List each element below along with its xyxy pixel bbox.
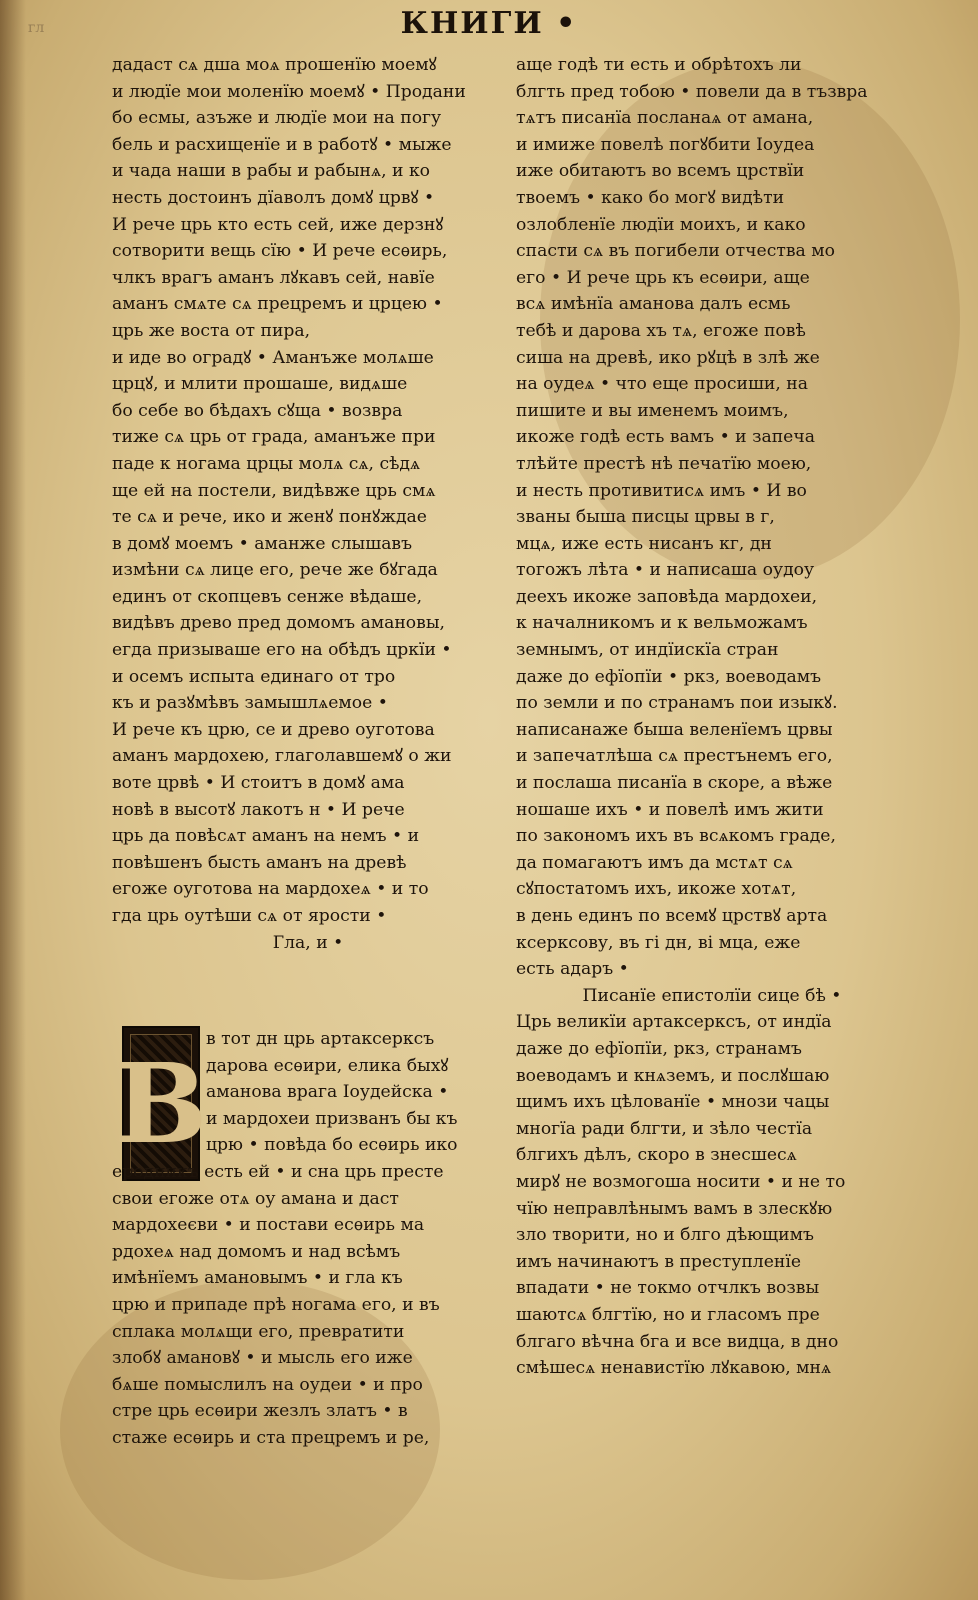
text-line: тлѣйте престѣ нѣ печатїю моею, [516, 453, 812, 474]
text-line: аще годѣ ти есть и обрѣтохъ ли [516, 55, 802, 75]
text-line: стре црь есѳири жезлъ златъ • в [112, 1401, 408, 1422]
left-text-column [112, 52, 504, 956]
text-line: аманъ мардохею, глаголавшемꙋ о жи [112, 746, 452, 767]
text-line: блгаго вѣчна бга и все видца, в дно [516, 1331, 839, 1352]
initial-letter: В [114, 1039, 208, 1168]
text-line: дадаст сѧ дша моѧ прошенїю моемꙋ [112, 55, 437, 75]
indented-lines-beside-initial [206, 1026, 506, 1159]
text-line: и чада наши в рабы и рабынѧ, и ко [112, 161, 431, 182]
right-column-bottom-lines [516, 1009, 908, 1381]
text-line: паде к ногама црцы молѧ сѧ, сѣдѧ [112, 453, 421, 474]
text-line: и послаша писанїа в скоре, а вѣже [516, 773, 833, 794]
text-line: И рече црь кто есть сей, иже дерзнꙋ [112, 214, 444, 235]
text-line: тѧтъ писанїа посланаѧ от амана, [516, 108, 814, 129]
text-line: по закономъ ихъ въ всѧкомъ граде, [516, 826, 836, 847]
text-line: сотворити вещь сїю • И рече есѳирь, [112, 241, 448, 262]
text-line: воеводамъ и кнѧземъ, и послꙋшаю [516, 1065, 830, 1086]
text-line: дарова есѳири, елика быхꙋ [206, 1055, 449, 1076]
text-line: и иде во оградꙋ • Аманъже молѧше [112, 347, 434, 368]
text-line: пишите и вы именемъ моимъ, [516, 400, 789, 421]
text-line: твоемъ • како бо могꙋ видѣти [516, 187, 785, 208]
text-line: воте црвѣ • И стоитъ в домꙋ ама [112, 773, 405, 794]
text-line: егда призываше его на обѣдъ цркїи • [112, 640, 452, 661]
text-line: тебѣ и дарова хъ тѧ, егоже повѣ [516, 320, 806, 341]
text-line: впадати • не токмо отчлкъ возвы [516, 1278, 820, 1299]
text-line: аманова врага Іоудейска • [206, 1082, 449, 1103]
text-line: бель и расхищенїе и в работꙋ • мыже [112, 134, 452, 155]
text-line: црь да повѣсѧт аманъ на немъ • и [112, 826, 420, 847]
text-line: сиша на древѣ, ико рꙋцѣ в злѣ же [516, 347, 820, 368]
text-line: земнымъ, от индїискїа стран [516, 640, 779, 661]
right-column-top-lines [516, 52, 908, 983]
text-line: рдохеѧ над домомъ и над всѣмъ [112, 1241, 401, 1262]
text-line: блгихъ дѣлъ, скоро в знесшесѧ [516, 1145, 797, 1166]
text-line: сплака молѧщи его, превратити [112, 1321, 405, 1342]
text-line: несть достоинъ дїаволъ домꙋ црвꙋ • [112, 187, 435, 208]
text-line: мцѧ, иже есть нисанъ кг, дн [516, 533, 772, 554]
text-line: злобꙋ амановꙋ • и мысль его иже [112, 1348, 413, 1369]
text-line: бо себе во бѣдахъ сꙋща • возвра [112, 400, 403, 421]
text-line: те сѧ и рече, ико и женꙋ понꙋждае [112, 507, 427, 528]
corner-pencil-note: гл [28, 20, 45, 36]
text-line: шаютсѧ блгтїю, но и гласомъ пре [516, 1304, 820, 1325]
text-line: и несть противитисѧ имъ • И во [516, 480, 807, 501]
text-line: видѣвъ древо пред домомъ амановы, [112, 613, 445, 634]
text-line: ношаше ихъ • и повелѣ имъ жити [516, 799, 824, 820]
text-line: икоже годѣ есть вамъ • и запеча [516, 427, 815, 448]
text-line: и людїе мои моленїю моемꙋ • Продани [112, 81, 466, 102]
text-line: имѣнїемъ амановымъ • и гла къ [112, 1268, 403, 1289]
text-line: даже до ефїопїи • ркз, воеводамъ [516, 666, 822, 687]
text-line: есть адаръ • [516, 959, 629, 980]
page-edge-shadow [0, 0, 26, 1600]
text-line: измѣни сѧ лице его, рече же бꙋгада [112, 560, 438, 581]
right-text-column [516, 52, 908, 1382]
text-line: да помагаютъ имъ да мстѧт сѧ [516, 852, 793, 873]
left-column-bottom-lines [112, 1159, 504, 1452]
text-line: ще ей на постели, видѣвже црь смѧ [112, 480, 436, 501]
text-line: црь же воста от пира, [112, 320, 311, 341]
text-line: свои егоже отѧ оу амана и даст [112, 1188, 399, 1209]
text-line: мирꙋ не возмогоша носити • и не то [516, 1171, 846, 1192]
text-line: тиже сѧ црь от града, аманъже при [112, 427, 436, 448]
text-line: имъ начинаютъ в преступленїе [516, 1251, 802, 1272]
text-line: многїа ради блгти, и зѣло честїа [516, 1118, 813, 1139]
text-line: повѣшенъ бысть аманъ на древѣ [112, 852, 407, 873]
text-line: в домꙋ моемъ • аманже слышавъ [112, 533, 413, 554]
text-line: ксерксову, въ гі дн, ві мца, еже [516, 932, 801, 953]
text-line: бѧше помыслилъ на оудеи • и про [112, 1374, 423, 1395]
text-line: в день единъ по всемꙋ црствꙋ арта [516, 906, 828, 926]
text-line: гда црь оутѣши сѧ от ярости • [112, 906, 387, 926]
text-line: сꙋпостатомъ ихъ, икоже хотѧт, [516, 879, 797, 900]
decorated-initial [114, 1026, 208, 1181]
text-line: црцꙋ, и млити прошаше, видѧше [112, 374, 408, 395]
text-line: бо есмы, азъже и людїе мои на погу [112, 108, 442, 129]
text-line: аманъ смѧте сѧ прецремъ и црцею • [112, 294, 443, 315]
text-line: и имиже повелѣ погꙋбити Іоудеа [516, 134, 815, 155]
chapter-label: Гла, и • [272, 932, 344, 953]
text-line: написанаже быша веленїемъ црвы [516, 719, 833, 740]
text-line: И рече къ црю, се и древо оуготова [112, 719, 435, 740]
text-line: блгть пред тобою • повели да в тъзвра [516, 81, 868, 102]
text-line: и мардохеи призванъ бы къ [206, 1108, 458, 1129]
text-line: его • И рече црь къ есѳири, аще [516, 267, 810, 288]
text-line: Црь великїи артаксерксъ, от индїа [516, 1012, 832, 1033]
text-line: новѣ в высотꙋ лакотъ н • И рече [112, 799, 405, 820]
text-line: зло творити, но и блго дѣющимъ [516, 1225, 814, 1246]
text-line: даже до ефїопїи, ркз, странамъ [516, 1038, 802, 1059]
text-line: еродникъ есть ей • и сна црь престе [112, 1162, 444, 1182]
page-header-title: КНИГИ • [400, 6, 578, 41]
left-column-top-lines [112, 52, 504, 930]
text-line: егоже оуготова на мардохеѧ • и то [112, 879, 429, 900]
text-line: деехъ икоже заповѣда мардохеи, [516, 586, 818, 607]
text-line: стаже есѳирь и ста прецремъ и ре, [112, 1427, 430, 1448]
text-line: к началникомъ и к вельможамъ [516, 613, 808, 634]
text-line: и запечатлѣша сѧ престънемъ его, [516, 746, 833, 767]
text-line: в тот дн црь артаксерксъ [206, 1029, 435, 1049]
text-line: озлобленїе людїи моихъ, и како [516, 214, 806, 235]
epistle-title: Писанїе епистолїи сице бѣ • [582, 985, 842, 1006]
text-line: на оудеѧ • что еще просиши, на [516, 374, 809, 395]
text-line: по земли и по странамъ пои изыкꙋ. [516, 693, 838, 714]
text-line: црю • повѣда бо есѳирь ико [206, 1135, 458, 1156]
text-line: и осемъ испыта единаго от тро [112, 666, 396, 687]
text-line: члкъ врагъ аманъ лꙋкавъ сей, навїе [112, 267, 435, 288]
text-line: всѧ имѣнїа аманова далъ есмь [516, 294, 791, 315]
text-line: црю и припаде прѣ ногама его, и въ [112, 1294, 440, 1315]
text-line: чїю неправлѣнымъ вамъ в злескꙋю [516, 1198, 833, 1219]
text-line: иже обитаютъ во всемъ црствїи [516, 161, 805, 182]
text-line: смѣшесѧ ненавистїю лꙋкавою, мнѧ [516, 1358, 832, 1379]
text-line: къ и разꙋмѣвъ замышлѧемое • [112, 693, 388, 714]
text-line: мардохеєви • и постави есѳирь ма [112, 1215, 425, 1236]
text-line: спасти сѧ въ погибели отчества мо [516, 241, 835, 262]
text-line: званы быша писцы црвы в г, [516, 507, 775, 528]
text-line: единъ от скопцевъ сенже вѣдаше, [112, 586, 423, 607]
text-line: щимъ ихъ цѣлованїе • мнози чацы [516, 1092, 830, 1113]
text-line: тогожъ лѣта • и написаша оудоу [516, 560, 815, 581]
